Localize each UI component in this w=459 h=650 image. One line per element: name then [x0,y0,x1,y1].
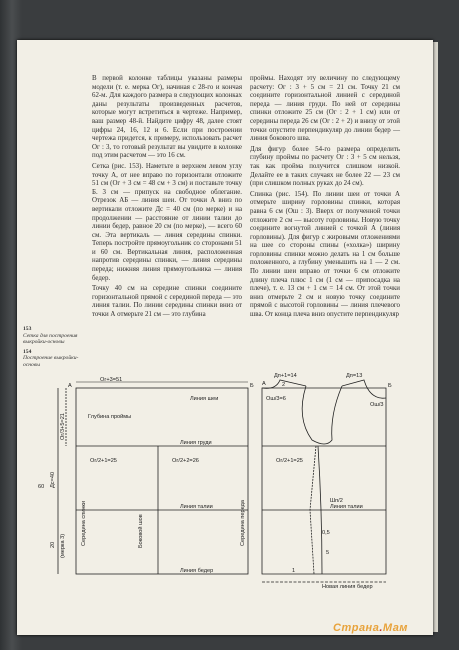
text-column-left [92,75,242,320]
paragraph: Сетка (рис. 153). Наметьте в верхнем левом углу точку А, от нее вправо по горизонтали отложите 51 см (Ог + 3 см = 48 см + 3 см) и поставьте точку Б. 3 см — припуск на свободное облегание. Отрезок АБ — линия шеи. От точки А вниз по вертикали отложите Дс = 40 см (по мерке) и на продолжении — расстояние от линии талии до линии бедер, равное 20 см (по мерке), — всего 60 см. Эта вертикаль — линия середины спинки. Теперь постройте прямоугольник со сторонами 51 и 60 см. Вертикальная линия, расположенная напротив середины спинки, — линия середины переда; нижняя линия прямоугольника — линия бедер. [92,162,242,282]
label-side-seam: Боковой шов [138,514,144,548]
label-dp-13: Дп=13 [346,373,363,379]
label-half-shp: Шп/2 [330,498,343,504]
label-og-26: Ог/2+2=26 [172,458,199,464]
figure-captions [23,326,87,372]
label-60: 60 [38,484,45,490]
watermark: Страна.Мам [333,622,408,634]
label-osh-half: Ош/3 [370,402,384,408]
watermark-part2: Мам [382,622,408,634]
paragraph: Точку 40 см на середине спинки соедините горизонтальной прямой с серединой переда — это линия талии. По линии середины спинки вниз от точки А отмерьте 21 см — это глубина [92,285,242,319]
label-osh-6: Ош/3=6 [266,396,286,402]
label-dp-14: Дп+1=14 [274,373,297,379]
label-20: 20 [50,541,56,548]
label-5: 5 [326,550,330,556]
label-armhole: Глубина проймы [88,414,132,420]
label-waist-2: Линия талии [330,504,363,510]
label-21: Ог/3+5=21 [60,413,66,440]
label-og-25: Ог/2+1=25 [90,458,117,464]
caption-154 [23,349,87,369]
caption-text: Построение выкройки-основы [23,355,79,368]
paragraph: Спинка (рис. 154). По линии шеи от точки А отмерьте ширину горловины спинки, которая равна 6 см (Ош : 3). Вверх от полученной точки отложите 2 см — высоту горловины. Новую точку соедините вогнутой линией с точкой А (линия горловины). Для фигур с жировыми отложениями на шее со стороны спины («холка») ширину горловины спинки можно делать на 1 см больше положенного, а глубину уменьшить на 1 — 2 см. По линии шеи вправо от точки 6 см отложите длину плеча плюс 1 см (1 см — припосадка на плече), т. е. 13 см + 1 см = 14 см. От этой точки вниз отмерьте 2 см и новую точку соедините прямой с высотой горловины — линия плечевого шва. От конца плеча вниз опустите перпендикуляр [250,190,400,319]
point-A-2: А [262,381,266,387]
label-merka: (мерка 3) [60,533,66,558]
paragraph: проймы. Находят эту величину по следующему расчету: Ог : 3 + 5 см = 21 см. Точку 21 см соедините горизонтальной линией с серединой переда — линия груди. По ней от середины спинки отложите 25 см (Ог : 2 + 1 см) или от середины переда 26 см (Ог : 2 + 2) и внизу от этой точки опустите перпендикуляр до линии бедер — линия бокового шва. [250,75,400,143]
label-new-hip: Новая линия бедер [322,584,373,590]
point-B-2: Б [388,383,392,389]
label-neck-line: Линия шеи [190,396,219,402]
bodice-outline [262,388,386,574]
front-neck-curve [342,380,386,398]
label-back-center: Середина спинки [81,500,87,546]
label-hip: Линия бедер [180,568,214,574]
caption-number: 154 [23,348,32,355]
paragraph: В первой колонке таблицы указаны размеры модели (т. е. мерка Ог), начиная с 28-го и кончая 62-м. Для каждого размера в следующих колонках даны результаты произведенных расчетов, которые могут встретиться в чертеже. Например, ваш размер 48-й. Найдите цифру 48, далее стоят цифры 24, 16, 12 и 6. Если при построении чертежа придется, к примеру, использовать расчет Ог : 3, то готовый результат вы увидите в колонке под этим расчетом — это 16 см. [92,75,242,160]
pattern-diagram [30,373,415,590]
label-2: 2 [282,382,286,388]
label-chest: Линия груди [180,440,212,446]
label-top-measure: Ог+3=51 [100,377,123,383]
label-og-25-2: Ог/2+1=25 [276,458,303,464]
point-A: А [68,383,72,389]
label-front-center: Середина переда [240,499,246,546]
caption-153 [23,326,87,346]
paragraph: Для фигур более 54-го размера определить глубину проймы по расчету Ог : 3 + 5 см нельзя, так как пройма получится слишком низкой. Делайте ее в таких случаях не более 22 — 23 см (при слишком полных руках до 24 см). [250,145,400,188]
point-B: Б [250,383,254,389]
text-column-right [250,75,400,320]
caption-text: Сетка для построения выкройки-основы [23,332,78,346]
label-dc: Дс=40 [50,471,56,488]
label-waist: Линия талии [180,504,213,510]
watermark-part1: Страна [333,622,380,634]
armhole-curve [302,386,342,444]
label-1: 1 [292,568,296,574]
caption-number: 153 [23,326,32,332]
label-05: 0,5 [322,530,330,536]
